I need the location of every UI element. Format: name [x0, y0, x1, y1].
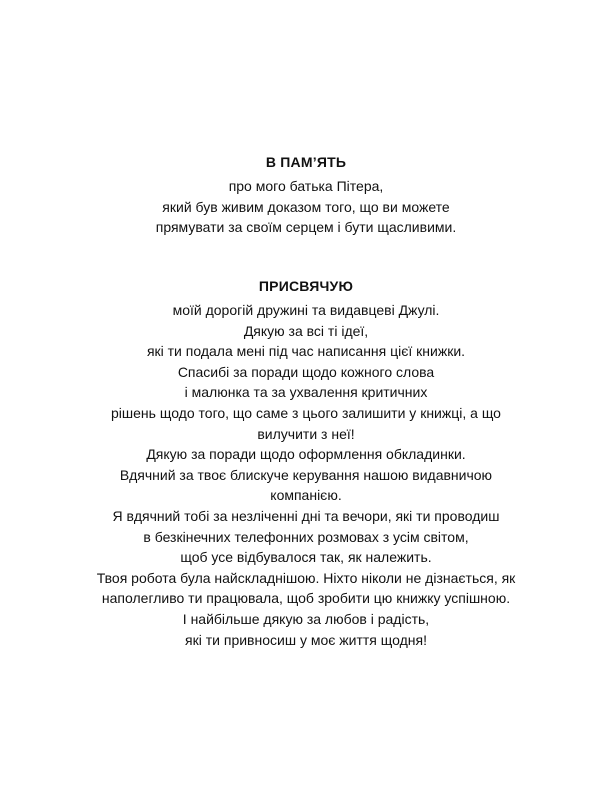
- dedication-line: Дякую за поради щодо оформлення обкладинки.: [146, 446, 466, 463]
- in-memory-section: [0, 152, 612, 238]
- dedication-line: компанією.: [270, 487, 342, 504]
- dedication-line: вилучити з неї!: [257, 425, 355, 442]
- dedication-line: рішень щодо того, що саме з цього залишити у книжці, а що: [111, 404, 501, 421]
- in-memory-line: який був живим доказом того, що ви можете: [162, 198, 450, 215]
- dedication-heading: ПРИСВЯЧУЮ: [258, 278, 354, 294]
- dedication-line: щоб усе відбувалося так, як належить.: [180, 549, 432, 566]
- dedication-line: І найбільше дякую за любов і радість,: [182, 610, 430, 627]
- dedication-line: моїй дорогій дружині та видавцеві Джулі.: [172, 302, 440, 318]
- dedication-line: Дякую за всі ті ідеї,: [243, 322, 369, 339]
- dedication-line: які ти подала мені під час написання цієї книжки.: [146, 343, 466, 360]
- dedication-line: і малюнка та за ухвалення критичних: [184, 384, 428, 401]
- dedication-line: Твоя робота була найскладнішою. Ніхто ніколи не дізнається, як: [96, 569, 516, 586]
- in-memory-line: про мого батька Пітера,: [228, 178, 384, 194]
- dedication-line: Я вдячний тобі за незліченні дні та вечори, які ти проводиш: [112, 507, 500, 524]
- dedication-line: Вдячний за твоє блискуче керування нашою видавничою: [119, 466, 493, 483]
- dedication-line: в безкінечних телефонних розмовах з усім світом,: [143, 528, 469, 545]
- in-memory-line: прямувати за своїм серцем і бути щасливими.: [155, 219, 457, 236]
- dedication-line: наполегливо ти працювала, щоб зробити цю книжку успішною.: [101, 590, 511, 607]
- in-memory-heading: В ПАМ’ЯТЬ: [265, 154, 347, 170]
- dedication-line: які ти привносиш у моє життя щодня!: [185, 631, 427, 648]
- dedication-line: Спасибі за поради щодо кожного слова: [177, 363, 435, 380]
- dedication-section: [0, 276, 612, 650]
